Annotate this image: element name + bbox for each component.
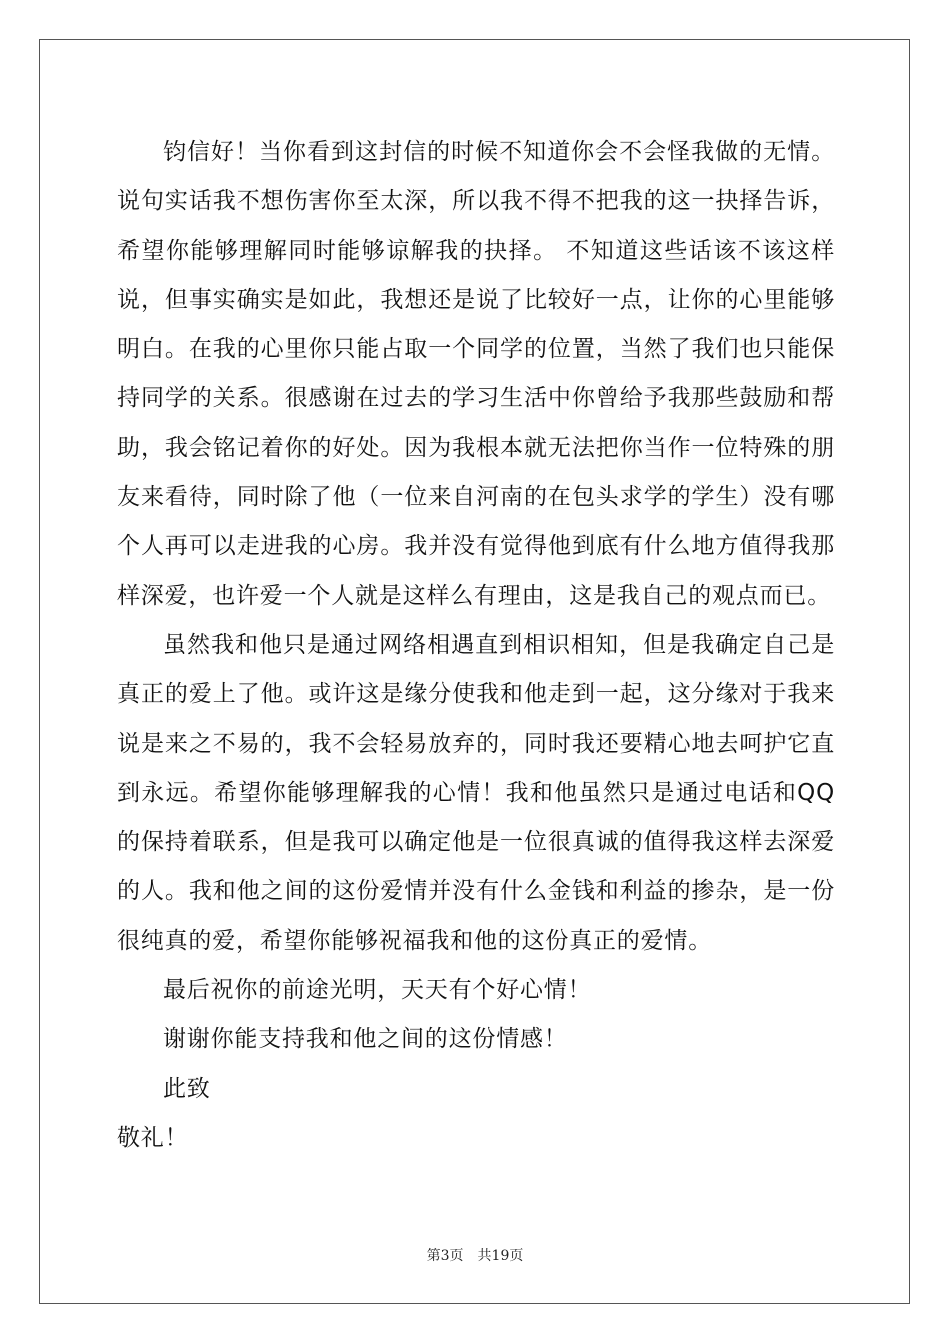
letter-paragraph: 虽然我和他只是通过网络相遇直到相识相知，但是我确定自己是真正的爱上了他。或许这是缘分使我和他走到一起，这分缘对于我来说是来之不易的，我不会轻易放弃的，同时我还要精心地去呵护它直到永远。希望你能够理解我的心情！我和他虽然只是通过电话和QQ的保持着联系，但是我可以确定他是一位很真诚的值得我这样去深爱的人。我和他之间的这份爱情并没有什么金钱和利益的掺杂，是一份很纯真的爱，希望你能够祝福我和他的这份真正的爱情。 [117, 631, 835, 954]
page-total: 共19页 [477, 1248, 524, 1264]
letter-paragraph: 此致 [163, 1075, 211, 1102]
letter-paragraph: 谢谢你能支持我和他之间的这份情感！ [163, 1026, 568, 1053]
page-footer [0, 1245, 950, 1265]
letter-paragraph: 钧信好！当你看到这封信的时候不知道你会不会怪我做的无情。说句实话我不想伤害你至太深，所以我不得不把我的这一抉择告诉，希望你能够理解同时能够谅解我的抉择。 不知道这些话该不该这样说，但事实确实是如此，我想还是说了比较好一点，让你的心里能够明白。在我的心里你只能占取一个同学的位置，当然了我们也只能保持同学的关系。很感谢在过去的学习生活中你曾给予我那些鼓励和帮助，我会铭记着你的好处。因为我根本就无法把你当作一位特殊的朋友来看待，同时除了他（一位来自河南的在包头求学的学生）没有哪个人再可以走进我的心房。我并没有觉得他到底有什么地方值得我那样深爱，也许爱一个人就是这样么有理由，这是我自己的观点而已。 [117, 139, 835, 609]
page-number: 第3页 [426, 1248, 464, 1264]
letter-paragraph: 最后祝你的前途光明，天天有个好心情！ [163, 977, 592, 1004]
letter-body [117, 128, 835, 1163]
letter-closing: 敬礼！ [117, 1124, 189, 1151]
